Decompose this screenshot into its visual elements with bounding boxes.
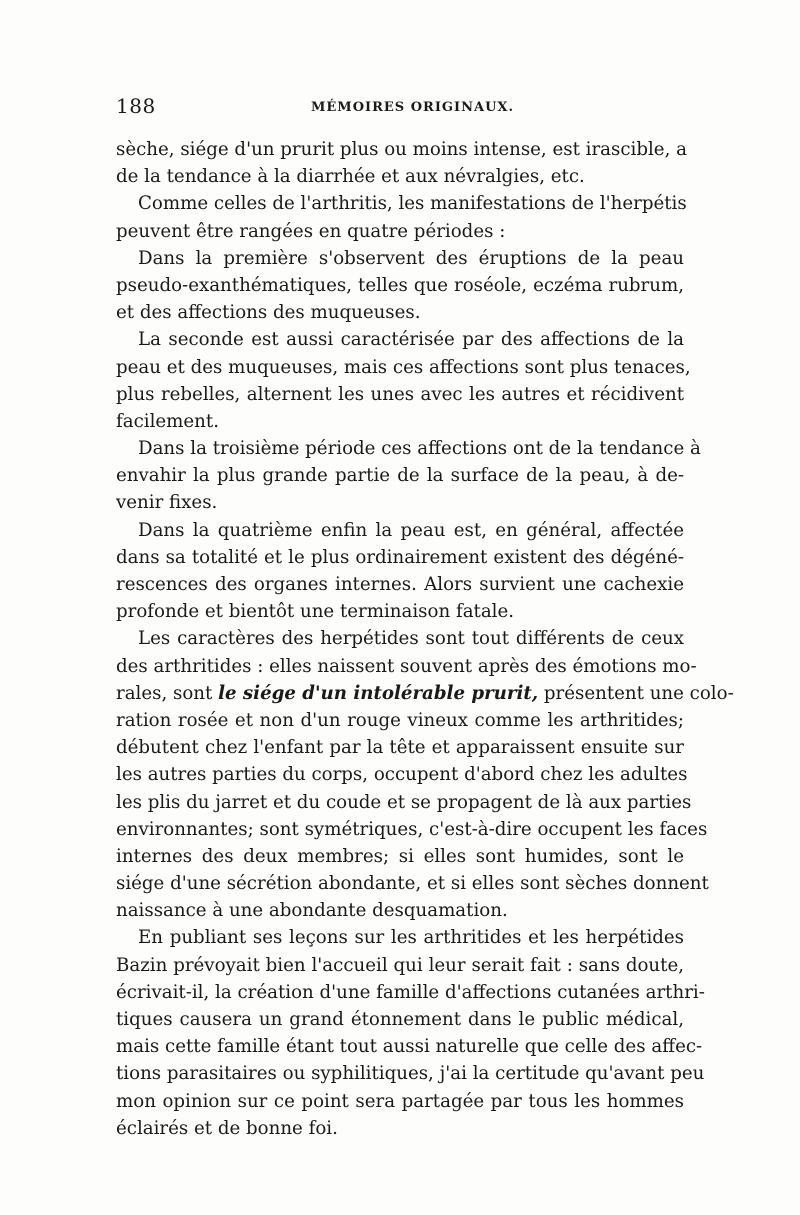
text-line: Comme celles de l'arthritis, les manifestations de l'herpétis	[138, 193, 687, 215]
text-line: sèche, siége d'un prurit plus ou moins intense, est irascible, a	[116, 139, 687, 160]
text-line: facilement.	[116, 410, 219, 432]
text-line: Les caractères des herpétides sont tout différents de ceux	[138, 628, 684, 650]
text-line: internes des deux membres; si elles sont humides, sont le	[116, 845, 684, 867]
text-line: écrivait-il, la création d'une famille d'affections cutanées arthri-	[116, 981, 705, 1003]
text-line: des arthritides : elles naissent souvent après des émotions mo-	[116, 655, 697, 677]
running-head	[116, 94, 686, 124]
text-line: La seconde est aussi caractérisée par des affections de la	[138, 329, 684, 351]
text-line: En publiant ses leçons sur les arthritides et les herpétides	[138, 927, 684, 949]
page-number: 188	[116, 94, 156, 118]
text-line: mon opinion sur ce point sera partagée par tous les hommes	[116, 1090, 684, 1112]
text-line: mais cette famille étant tout aussi naturelle que celle des affec-	[116, 1036, 703, 1058]
text-line: Bazin prévoyait bien l'accueil qui leur serait fait : sans doute,	[116, 954, 684, 976]
text-line: plus rebelles, alternent les unes avec les autres et récidivent	[116, 383, 684, 405]
text-line: de la tendance à la diarrhée et aux névralgies, etc.	[116, 166, 585, 188]
text-line: profonde et bientôt une terminaison fatale.	[116, 601, 515, 623]
text-line: débutent chez l'enfant par la tête et apparaissent ensuite sur	[116, 737, 684, 759]
text-line: peuvent être rangées en quatre périodes :	[116, 220, 506, 242]
italic-emphasis: le siége d'un intolérable prurit,	[218, 682, 539, 704]
text-line: naissance à une abondante desquamation.	[116, 900, 508, 922]
text-line: ration rosée et non d'un rouge vineux comme les arthritides;	[116, 709, 684, 731]
text-line: Dans la quatrième enfin la peau est, en général, affectée	[138, 519, 684, 541]
text-line: Dans la première s'observent des éruptions de la peau	[138, 247, 684, 269]
text-line: environnantes; sont symétriques, c'est-à-dire occupent les faces	[116, 818, 708, 840]
text-line: les plis du jarret et du coude et se propagent de là aux parties	[116, 791, 692, 813]
body-text	[116, 136, 734, 1142]
text-line: éclairés et de bonne foi.	[116, 1117, 338, 1139]
text-line: peau et des muqueuses, mais ces affections sont plus tenaces,	[116, 356, 691, 378]
text-line: pseudo-exanthématiques, telles que roséole, eczéma rubrum,	[116, 274, 684, 296]
text-line: siége d'une sécrétion abondante, et si elles sont sèches donnent	[116, 873, 709, 895]
text-line: les autres parties du corps, occupent d'abord chez les adultes	[116, 764, 688, 786]
text-line: rescences des organes internes. Alors survient une cachexie	[116, 574, 684, 595]
text-fragment: rales, sont	[116, 682, 219, 704]
text-line: tiques causera un grand étonnement dans le public médical,	[116, 1009, 684, 1030]
text-line: dans sa totalité et le plus ordinairement existent des dégéné-	[116, 546, 684, 568]
text-line: et des affections des muqueuses.	[116, 302, 421, 324]
text-line: venir fixes.	[116, 492, 218, 514]
text-line: envahir la plus grande partie de la surface de la peau, à de-	[116, 465, 684, 487]
text-fragment: présentent une colo-	[538, 682, 734, 704]
text-line-with-italic	[116, 680, 734, 707]
running-title: MÉMOIRES ORIGINAUX.	[311, 100, 515, 115]
text-line: Dans la troisième période ces affections ont de la tendance à	[138, 438, 701, 460]
text-line: tions parasitaires ou syphilitiques, j'ai la certitude qu'avant peu	[116, 1063, 705, 1085]
